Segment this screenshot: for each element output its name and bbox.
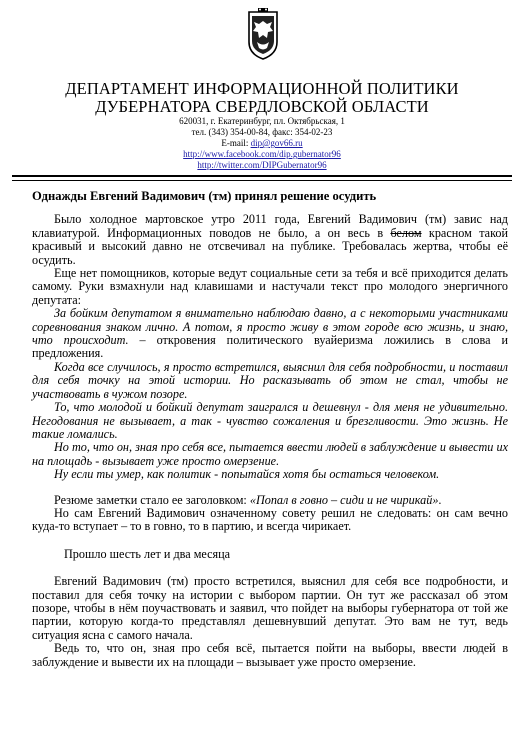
quote-paragraph: Когда все случилось, я просто встретился, выяснил для себя подробности, и поставил для себя точку на этой истории. Но расказывать об этом не стал, чтобы не участвовать в чужом позоре. <box>32 359 508 401</box>
text-run: . <box>438 492 442 507</box>
paragraph: Еще нет помощников, которые ведут социальные сети за тебя и всё приходится делать самому. Руки взмахнули над клавишами и настучали текст про молодого энергичного депутата: <box>32 266 508 307</box>
facebook-link[interactable]: http://www.facebook.com/dip.gubernator96 <box>183 149 341 159</box>
phone-fax: тел. (343) 354-00-84, факс: 354-02-23 <box>191 127 333 137</box>
twitter-link[interactable]: http://twitter.com/DIPGubernator96 <box>197 160 327 170</box>
email-label: E-mail: <box>221 138 249 148</box>
quote-text: «Попал в говно – сиди и не чирикай» <box>249 492 439 507</box>
twitter-line <box>0 160 524 171</box>
email-line <box>0 138 524 149</box>
paragraph: Ведь то, что он, зная про себя всё, пытается пойти на выборы, ввести людей в заблуждение и вывести их на площади – вызывает уже просто омерзение. <box>32 641 508 669</box>
header-rule-thin <box>12 180 512 181</box>
article-body <box>32 190 508 669</box>
header-rule-thick <box>12 175 512 177</box>
spacer <box>32 561 508 575</box>
address: 620031, г. Екатеринбург, пл. Октябрьская, 1 <box>179 116 345 126</box>
coat-of-arms-icon <box>243 8 283 62</box>
text-run: красном такой красивый и высокий давно не отсвечивал на публике. Требовалась жертва, чтобы её осудить. <box>32 225 508 267</box>
text-run: Было холодное мартовское утро 2011 года, Евгений Вадимович (тм) завис над клавиатурой. Информационных поводов не было, а он весь в <box>32 212 508 240</box>
article-title: Однажды Евгений Вадимович (тм) принял решение осудить <box>32 189 377 203</box>
paragraph <box>32 213 508 267</box>
strikethrough-word: белом <box>390 225 422 240</box>
quote-paragraph: Ну если ты умер, как политик - попытайся хотя бы остаться человеком. <box>54 467 440 482</box>
department-name-line1: ДЕПАРТАМЕНТ ИНФОРМАЦИОННОЙ ПОЛИТИКИ <box>65 79 459 98</box>
letterhead <box>0 80 524 171</box>
paragraph <box>32 494 508 507</box>
text-run: Резюме заметки стало ее заголовком: <box>54 492 250 507</box>
quote-text: За бойким депутатом я внимательно наблюдаю давно, а с некоторыми участниками соревнования знаком лично. А потом, я просто живу в этом городе всю жизнь, и знаю, что происходит. <box>32 306 508 348</box>
paragraph: Евгений Вадимович (тм) просто встретился, выяснил для себя все подробности, и поставил для себя точку на истории с выбором партии. Он тут же рассказал об этом позоре, чтобы в нём поучаствовать и заявил, что пойдет на выборы губернатора от той же партии, которую когда-то представлял дешевнувший депутат. Это вам не тут, ведь ситуация ясна с самого начала. <box>32 574 508 642</box>
quote-paragraph: Но то, что он, зная про себя все, пытается ввести людей в заблуждение и вывести их на площадь - вызывает уже просто омерзение. <box>32 440 508 468</box>
spacer <box>32 534 508 548</box>
facebook-line <box>0 149 524 160</box>
email-link[interactable]: dip@gov66.ru <box>250 138 303 148</box>
quote-paragraph <box>32 307 508 361</box>
department-name-line2: ДУБЕРНАТОРА СВЕРДЛОВСКОЙ ОБЛАСТИ <box>95 97 429 116</box>
quote-paragraph: То, что молодой и бойкий депутат заигрался и дешевнул - для меня не удивительно. Негодования не вызывает, а так - чувство сожаления и брезгливости. Это жизнь. Не такие ломались. <box>32 400 508 441</box>
paragraph: Но сам Евгений Вадимович означенному совету решил не следовать: он сам вечно куда-то вступает – то в говно, то в партию, и всегда чирикает. <box>32 505 508 534</box>
section-subheading: Прошло шесть лет и два месяца <box>64 546 231 561</box>
text-run: – откровения политического вуайеризма ложились в слова и предложения. <box>32 333 508 361</box>
